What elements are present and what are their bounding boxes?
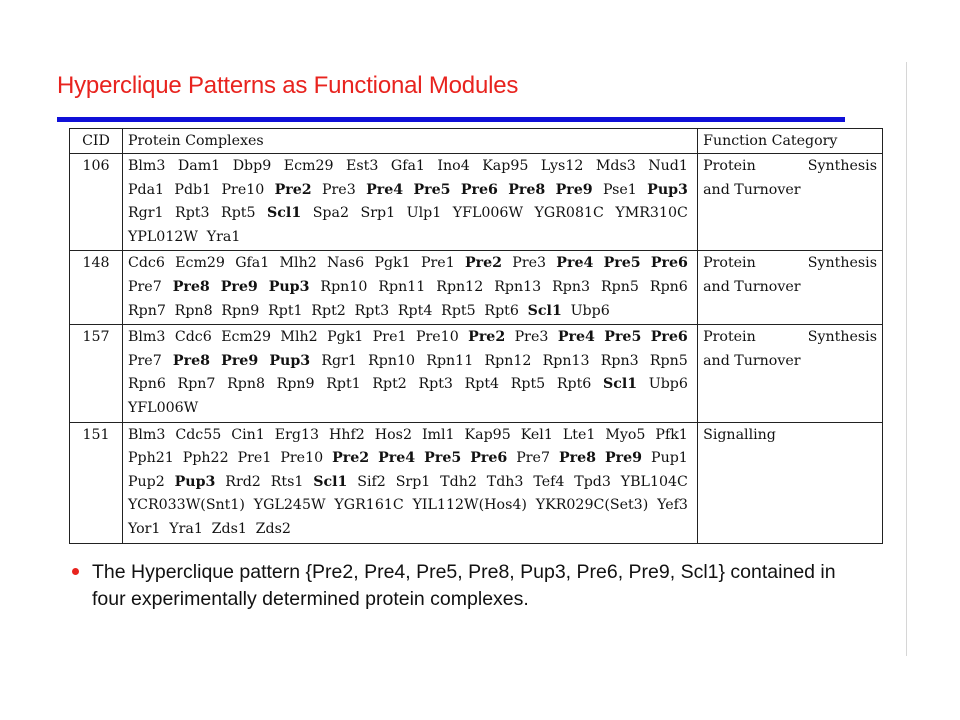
protein-name: Mlh2 (280, 329, 318, 346)
protein-name: Ecm29 (221, 329, 271, 346)
protein-name: Mds3 (595, 158, 636, 174)
protein-name: Rpt5 (221, 205, 256, 222)
protein-name: Rpn13 (494, 278, 542, 295)
protein-name-highlighted: Pup3 (174, 473, 216, 490)
protein-name: Ubp6 (570, 302, 610, 319)
protein-name: Pgk1 (327, 329, 364, 346)
protein-name: Rpt4 (397, 302, 433, 319)
protein-name: Rpn7 (177, 376, 216, 393)
category-word: Synthesis (807, 158, 877, 174)
protein-name: Rpt3 (354, 302, 390, 319)
protein-name: Rpt5 (441, 302, 476, 319)
protein-name: Rpt6 (484, 302, 519, 319)
protein-name-highlighted: Pre2 (332, 450, 370, 467)
protein-name: Rts1 (270, 473, 304, 490)
protein-name: Erg13 (274, 426, 320, 443)
protein-name: Pda1 (127, 181, 165, 198)
protein-name: Est3 (346, 158, 379, 174)
header-protein-complexes: Protein Complexes (122, 129, 697, 154)
function-category-cell (698, 154, 883, 251)
protein-name-highlighted: Pre5 (604, 329, 642, 346)
protein-name: Blm3 (127, 329, 166, 346)
table-row (70, 251, 883, 325)
protein-name: Pre10 (280, 450, 324, 467)
protein-name-highlighted: Pup3 (269, 352, 311, 369)
protein-name: Rpn8 (174, 302, 213, 319)
category-word: Signalling (703, 426, 776, 443)
protein-name: Mlh2 (279, 255, 317, 272)
bullet-item (72, 559, 872, 613)
protein-name: Rpn5 (601, 278, 639, 295)
protein-name: Rgr1 (321, 352, 357, 369)
protein-name: Rpt2 (311, 302, 346, 319)
protein-name: Pre1 (372, 329, 407, 346)
protein-name-highlighted: Pre6 (460, 181, 498, 198)
protein-name: Blm3 (127, 426, 166, 443)
protein-name-highlighted: Scl1 (527, 302, 562, 319)
protein-name-highlighted: Pre8 (558, 450, 597, 467)
category-word: and Turnover (703, 181, 801, 198)
protein-name: Kap95 (464, 426, 511, 443)
protein-name: Srp1 (360, 205, 396, 222)
protein-name: Rpn11 (426, 352, 474, 369)
title-rule (57, 117, 845, 122)
protein-name: Cdc55 (175, 426, 222, 443)
protein-name: Dbp9 (232, 158, 272, 174)
protein-name: Pre1 (420, 255, 455, 272)
protein-name: YFL006W (127, 399, 199, 416)
protein-name: Rpn10 (320, 278, 368, 295)
protein-name-highlighted: Scl1 (267, 205, 302, 222)
protein-name-highlighted: Pre9 (220, 278, 258, 295)
protein-name: Ubp6 (648, 376, 688, 393)
cid-cell: 148 (70, 251, 123, 325)
protein-name-highlighted: Pre4 (378, 450, 416, 467)
protein-name-highlighted: Scl1 (602, 376, 638, 393)
protein-name: Tdh2 (440, 473, 477, 490)
protein-complex-cell (122, 154, 697, 251)
protein-name: Pse1 (602, 181, 637, 198)
protein-name: Pup1 (651, 450, 688, 467)
protein-complex-cell (122, 325, 697, 422)
protein-name: Iml1 (421, 426, 455, 443)
protein-name: Kel1 (520, 426, 553, 443)
protein-name: Sif2 (357, 473, 386, 490)
bullet-dot-icon (72, 568, 79, 575)
protein-name-highlighted: Pre2 (464, 255, 503, 272)
category-word: and Turnover (703, 352, 801, 369)
protein-name: Pdb1 (174, 181, 212, 198)
protein-name: Pre1 (237, 450, 272, 467)
function-category-cell (698, 325, 883, 422)
protein-name: Rpt3 (175, 205, 210, 222)
protein-name: Ecm29 (175, 255, 225, 272)
slide-title: Hyperclique Patterns as Functional Modules (57, 72, 519, 99)
protein-name-highlighted: Pre5 (413, 181, 451, 198)
table-body (70, 154, 883, 544)
protein-name-highlighted: Pup3 (647, 181, 688, 198)
protein-name: Rpn11 (378, 278, 426, 295)
protein-name: Blm3 (127, 158, 166, 174)
protein-name: Dam1 (177, 158, 221, 174)
protein-name: YBL104C (620, 473, 688, 490)
protein-name: Zds1 (211, 520, 247, 537)
protein-name: Kap95 (482, 158, 529, 174)
protein-name-highlighted: Pre6 (650, 255, 688, 272)
protein-name: Srp1 (395, 473, 431, 490)
protein-name-highlighted: Pre8 (508, 181, 546, 198)
protein-name: Pup2 (127, 473, 165, 490)
protein-name: Ulp1 (406, 205, 442, 222)
protein-name: Rpt2 (372, 376, 407, 393)
protein-name: Spa2 (312, 205, 349, 222)
cid-cell: 106 (70, 154, 123, 251)
protein-name: Hhf2 (329, 426, 365, 443)
protein-name: Rpt6 (556, 376, 592, 393)
category-word: Protein (703, 255, 756, 272)
protein-name: Rrd2 (225, 473, 261, 490)
protein-name: Cin1 (231, 426, 265, 443)
protein-name: Rpt5 (510, 376, 546, 393)
protein-name: Pre3 (321, 181, 356, 198)
protein-name: YGR161C (334, 497, 404, 514)
protein-name: YGR081C (534, 205, 604, 222)
protein-name: Rpn9 (221, 302, 260, 319)
protein-name: Rpt3 (418, 376, 453, 393)
protein-name: YCR033W(Snt1) (127, 497, 245, 514)
category-word: Protein (703, 158, 756, 174)
protein-complex-table (69, 128, 883, 544)
cid-cell: 157 (70, 325, 123, 422)
protein-name: Ino4 (437, 158, 470, 174)
protein-name-highlighted: Scl1 (313, 473, 348, 490)
protein-name: Tpd3 (574, 473, 611, 490)
protein-name: Pph21 (127, 450, 174, 467)
protein-name: Rpn8 (227, 376, 266, 393)
protein-name-highlighted: Pre2 (468, 329, 506, 346)
protein-name: Nud1 (648, 158, 688, 174)
category-word: Protein (703, 329, 756, 346)
cid-cell: 151 (70, 422, 123, 543)
protein-name: Pre10 (221, 181, 265, 198)
header-function-category: Function Category (698, 129, 883, 154)
protein-name: Ecm29 (283, 158, 334, 174)
protein-name-highlighted: Pre5 (424, 450, 462, 467)
protein-name: Pfk1 (655, 426, 688, 443)
protein-name: Rpn3 (600, 352, 639, 369)
protein-name: Gfa1 (390, 158, 425, 174)
protein-name-highlighted: Pre4 (556, 255, 594, 272)
right-edge-rule (906, 62, 907, 656)
protein-name-highlighted: Pre5 (603, 255, 641, 272)
protein-name: YGL245W (253, 497, 326, 514)
protein-name: Pre7 (127, 352, 162, 369)
protein-name: Myo5 (605, 426, 646, 443)
protein-name-highlighted: Pre9 (555, 181, 593, 198)
table-header-row (70, 129, 883, 154)
protein-name-highlighted: Pre8 (172, 352, 210, 369)
protein-name: Rpn9 (276, 376, 315, 393)
protein-name: Rpn12 (484, 352, 532, 369)
category-word: Synthesis (807, 255, 877, 272)
protein-name: Rpn10 (368, 352, 416, 369)
protein-name: Lys12 (540, 158, 584, 174)
protein-name: Rpt4 (464, 376, 500, 393)
protein-name-highlighted: Pre9 (605, 450, 643, 467)
protein-name: Pgk1 (374, 255, 411, 272)
protein-name: YFL006W (452, 205, 524, 222)
protein-name: Nas6 (327, 255, 365, 272)
protein-name: Rpn12 (436, 278, 484, 295)
protein-name-highlighted: Pup3 (268, 278, 310, 295)
protein-name-highlighted: Pre4 (557, 329, 595, 346)
protein-name: Rpn13 (542, 352, 590, 369)
protein-name: Pre3 (512, 255, 547, 272)
protein-name: YMR310C (615, 205, 688, 222)
protein-name: YIL112W(Hos4) (412, 497, 527, 514)
protein-name-highlighted: Pre6 (470, 450, 508, 467)
protein-name: Hos2 (374, 426, 412, 443)
protein-name: Rpn5 (649, 352, 688, 369)
protein-name: Cdc6 (127, 255, 165, 272)
protein-name: Rpn6 (127, 376, 166, 393)
protein-name: Cdc6 (174, 329, 212, 346)
function-category-cell (698, 422, 883, 543)
protein-name: Pre3 (514, 329, 549, 346)
protein-name-highlighted: Pre9 (221, 352, 259, 369)
protein-name: YPL012W (127, 228, 198, 245)
protein-name-highlighted: Pre6 (650, 329, 688, 346)
protein-name: Rpt1 (326, 376, 361, 393)
protein-name: Rpt1 (268, 302, 303, 319)
category-word: and Turnover (703, 278, 801, 295)
protein-name: Gfa1 (235, 255, 270, 272)
protein-name: Yor1 (127, 520, 161, 537)
header-cid: CID (70, 129, 123, 154)
protein-complex-cell (122, 422, 697, 543)
category-word: Synthesis (807, 329, 877, 346)
protein-name: Yra1 (206, 228, 241, 245)
protein-name: Yef3 (657, 497, 688, 514)
protein-name: Pre10 (415, 329, 459, 346)
protein-name: Rpn6 (649, 278, 688, 295)
protein-name-highlighted: Pre8 (172, 278, 210, 295)
protein-complex-cell (122, 251, 697, 325)
protein-name: Pph22 (182, 450, 229, 467)
protein-name: Pre7 (516, 450, 550, 467)
protein-name: YKR029C(Set3) (535, 497, 649, 514)
protein-name: Yra1 (169, 520, 203, 537)
table-row (70, 422, 883, 543)
protein-name-highlighted: Pre4 (366, 181, 404, 198)
protein-name: Pre7 (127, 278, 162, 295)
function-category-cell (698, 251, 883, 325)
table-row (70, 325, 883, 422)
table-row (70, 154, 883, 251)
protein-name: Rgr1 (127, 205, 164, 222)
protein-name: Rpn7 (127, 302, 166, 319)
bullet-text: The Hyperclique pattern {Pre2, Pre4, Pre5, Pre8, Pup3, Pre6, Pre9, Scl1} contained in four experimentally determined protein complexes. (92, 561, 836, 610)
protein-name: Zds2 (255, 520, 291, 537)
protein-name: Tdh3 (486, 473, 524, 490)
protein-name-highlighted: Pre2 (274, 181, 312, 198)
protein-name: Tef4 (533, 473, 565, 490)
protein-name: Rpn3 (552, 278, 591, 295)
protein-name: Lte1 (562, 426, 596, 443)
